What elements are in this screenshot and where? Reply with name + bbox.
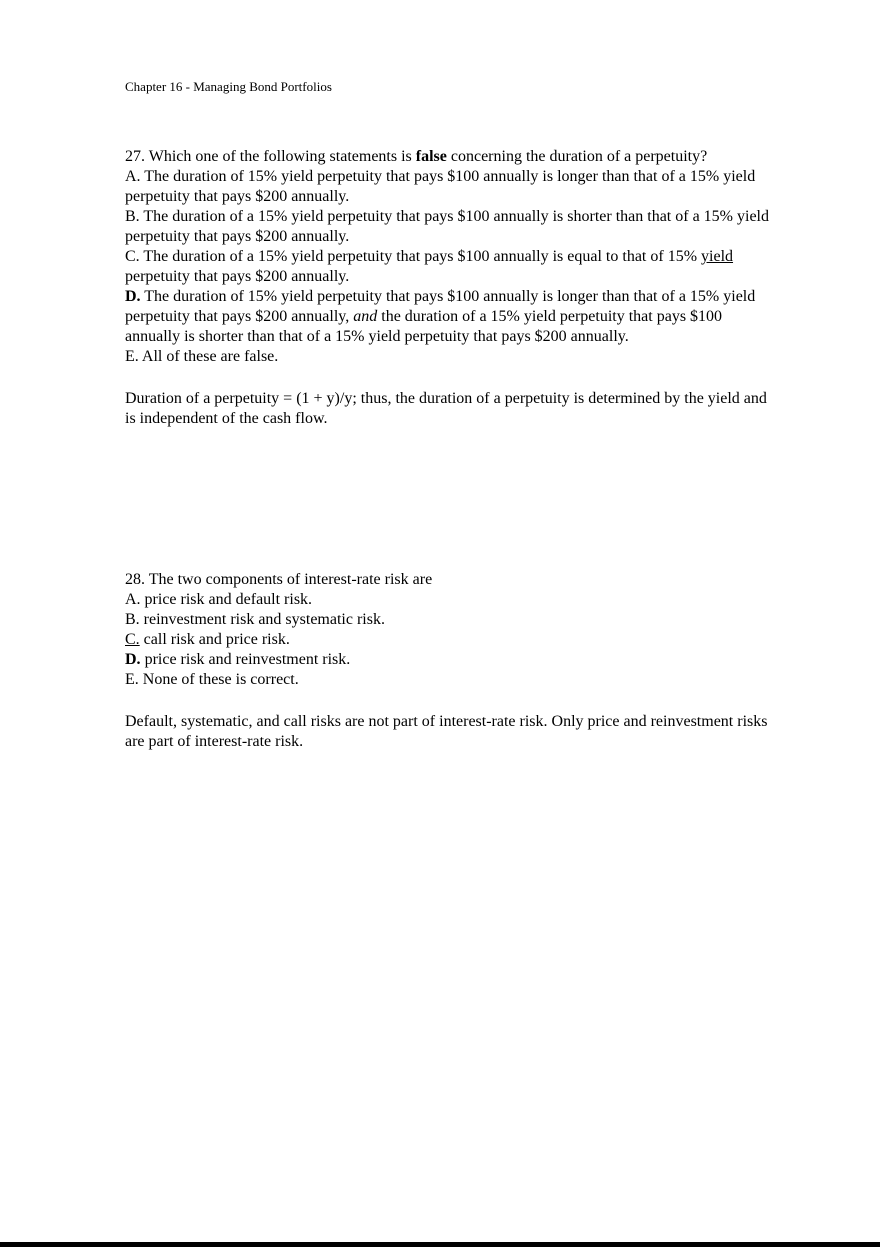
text-segment: C. [125, 631, 140, 648]
answer-option [125, 287, 775, 347]
text-segment: D. [125, 651, 141, 668]
answer-option [125, 610, 775, 630]
answer-option [125, 207, 775, 247]
answer-option [125, 670, 775, 690]
text-segment: 28. The two components of interest-rate risk are [125, 571, 433, 588]
answer-option [125, 590, 775, 610]
page-bottom-edge [0, 1242, 880, 1247]
text-segment: A. The duration of 15% yield perpetuity that pays $100 annually is longer than that of a 15% yield perpetuity that pays $200 annually. [125, 168, 756, 205]
text-segment: concerning the duration of a perpetuity? [446, 148, 708, 165]
text-segment: Default, systematic, and call risks are not part of interest-rate risk. Only price and reinvestment risks are part of interest-rate risk. [125, 713, 768, 750]
text-segment: C. The duration of a 15% yield perpetuity that pays $100 annually is equal to that of 15% [125, 248, 702, 265]
question-block [125, 570, 775, 752]
text-segment: B. reinvestment risk and systematic risk. [125, 611, 385, 628]
chapter-header: Chapter 16 - Managing Bond Portfolios [125, 79, 332, 94]
explanation-text [125, 389, 775, 429]
text-segment: E. All of these are false. [125, 348, 279, 365]
text-segment: perpetuity that pays $200 annually. [125, 268, 350, 285]
text-segment: price risk and reinvestment risk. [140, 651, 351, 668]
text-segment: The duration of 15% yield perpetuity that pays $100 annually is longer than that of a 15% yield perpetuity that pays $200 annually, [125, 288, 756, 325]
text-segment: D. [125, 288, 141, 305]
question-stem [125, 570, 775, 590]
explanation-text [125, 712, 775, 752]
text-segment: false [415, 148, 447, 165]
text-segment: E. None of these is correct. [125, 671, 299, 688]
text-segment: the duration of a 15% yield perpetuity that pays $100 annually is shorter than that of a 15% yield perpetuity that pays $200 annually. [125, 308, 723, 345]
text-segment: call risk and price risk. [139, 631, 290, 648]
answer-option [125, 347, 775, 367]
answer-option [125, 247, 775, 287]
question-stem [125, 147, 775, 167]
text-segment: B. The duration of a 15% yield perpetuity that pays $100 annually is shorter than that of a 15% yield perpetuity that pays $200 annually. [125, 208, 769, 245]
text-segment: yield [701, 248, 734, 265]
answer-option [125, 630, 775, 650]
text-segment: and [353, 308, 378, 325]
questions-container [125, 147, 775, 752]
question-block [125, 147, 775, 429]
answer-option [125, 167, 775, 207]
text-segment: 27. Which one of the following statements is [125, 148, 416, 165]
answer-option [125, 650, 775, 670]
text-segment: A. price risk and default risk. [125, 591, 313, 608]
text-segment: Duration of a perpetuity = (1 + y)/y; thus, the duration of a perpetuity is determined by the yield and is independent of the cash flow. [125, 390, 767, 427]
